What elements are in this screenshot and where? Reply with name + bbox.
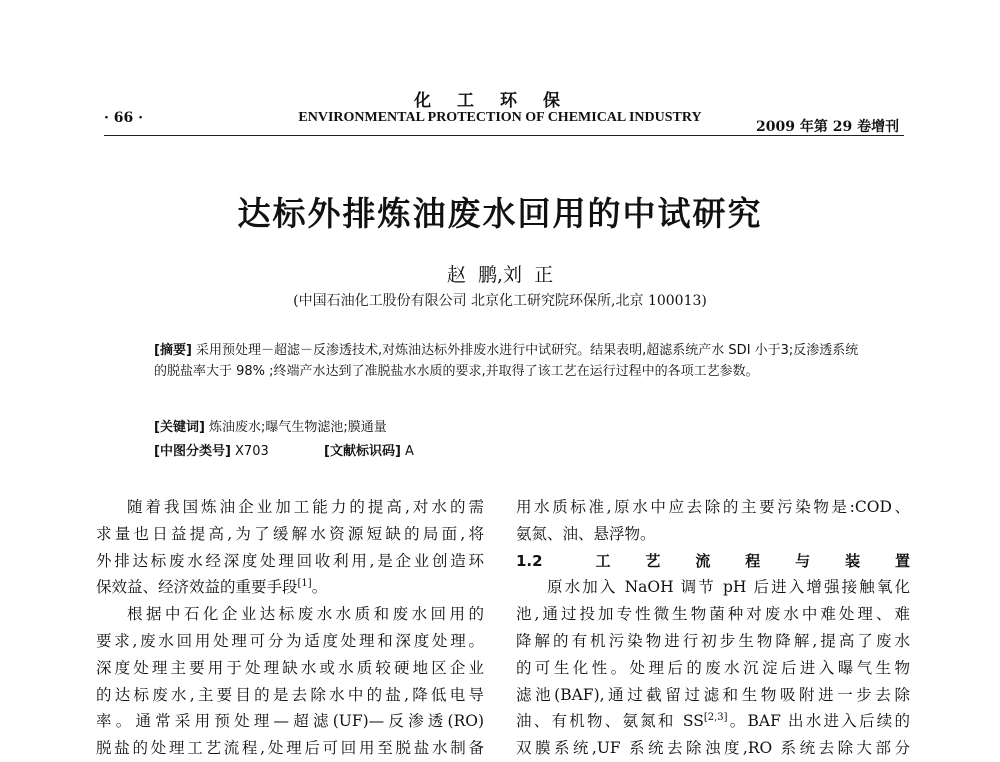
body-line: 的达标废水,主要目的是去除水中的盐,降低电导 bbox=[96, 685, 484, 704]
page-number: · 66 · bbox=[104, 110, 143, 126]
body-line: 深度处理主要用于处理缺水或水质较硬地区企业 bbox=[96, 658, 484, 677]
body-line: 原水加入 NaOH 调节 pH 后进入增强接触氧化 bbox=[547, 578, 910, 597]
journal-title-en: ENVIRONMENTAL PROTECTION OF CHEMICAL INDUSTRY bbox=[298, 110, 702, 125]
body-text: 油、有机物、氨氮和 SS bbox=[516, 712, 704, 731]
body-text: 。BAF 出水进入后续的 bbox=[727, 712, 910, 731]
body-text: 保效益、经济效益的重要手段 bbox=[96, 578, 298, 597]
body-text: 。 bbox=[311, 578, 328, 597]
doc-code: A bbox=[405, 444, 414, 459]
clc-label: [中图分类号] bbox=[154, 444, 231, 459]
body-line: 滤池(BAF),通过截留过滤和生物吸附进一步去除 bbox=[516, 685, 910, 704]
left-column bbox=[96, 494, 484, 762]
article-title: 达标外排炼油废水回用的中试研究 bbox=[237, 194, 763, 233]
body-line: 随着我国炼油企业加工能力的提高,对水的需 bbox=[127, 498, 484, 516]
body-line bbox=[516, 708, 910, 735]
body-line: 的可生化性。处理后的废水沉淀后进入曝气生物 bbox=[516, 658, 910, 677]
doc-code-label: [文献标识码] bbox=[324, 444, 401, 459]
body-line: 求量也日益提高,为了缓解水资源短缺的局面,将 bbox=[96, 524, 484, 543]
body-line: 降解的有机污染物进行初步生物降解,提高了废水 bbox=[516, 631, 910, 650]
keywords-text: 炼油废水;曝气生物滤池;膜通量 bbox=[209, 420, 387, 435]
body-line: 氨氮、油、悬浮物。 bbox=[516, 524, 656, 543]
body-line: 外排达标废水经深度处理回收利用,是企业创造环 bbox=[96, 551, 484, 570]
abstract-text: 采用预处理－超滤－反渗透技术,对炼油达标外排废水进行中试研究。结果表明,超滤系统产水 SDI 小于3;反渗透系统的脱盐率大于 98% ;终端产水达到了准脱盐水水质的要求,并取得了该工艺在运行过程中的各项工艺参数。 bbox=[154, 343, 859, 379]
keywords-label: [关键词] bbox=[154, 420, 205, 435]
keywords bbox=[154, 416, 387, 435]
authors: 赵 鹏,刘 正 bbox=[446, 264, 554, 286]
body-line: 根据中石化企业达标废水水质和废水回用的 bbox=[127, 605, 484, 624]
abstract bbox=[154, 340, 866, 382]
body-line: 要求,废水回用处理可分为适度处理和深度处理。 bbox=[96, 631, 484, 650]
section-title: 工艺流程与装置 bbox=[560, 551, 910, 570]
issue-info: 2009 年第 29 卷增刊 bbox=[756, 119, 900, 135]
citation: [2,3] bbox=[703, 712, 728, 724]
section-number: 1.2 bbox=[516, 551, 543, 570]
body-line: 双膜系统,UF 系统去除浊度,RO 系统去除大部分 bbox=[516, 739, 910, 758]
journal-title-cn: 化工环保 bbox=[414, 91, 586, 111]
abstract-label: [摘要] bbox=[154, 343, 192, 358]
body-line: 率。通常采用预处理—超滤(UF)—反渗透(RO) bbox=[96, 712, 484, 731]
classification bbox=[154, 440, 654, 459]
section-heading bbox=[516, 548, 910, 575]
body-line bbox=[96, 574, 484, 601]
clc-code: X703 bbox=[235, 444, 269, 459]
citation: [1] bbox=[297, 578, 312, 590]
header-rule bbox=[104, 135, 904, 136]
body-line: 用水质标准,原水中应去除的主要污染物是:COD、 bbox=[516, 498, 910, 516]
body-line: 池,通过投加专性微生物菌种对废水中难处理、难 bbox=[516, 605, 910, 624]
affiliation: (中国石油化工股份有限公司 北京化工研究院环保所,北京 100013) bbox=[293, 293, 707, 309]
body-line: 脱盐的处理工艺流程,处理后可回用至脱盐水制备 bbox=[96, 739, 484, 758]
right-column bbox=[516, 494, 910, 762]
